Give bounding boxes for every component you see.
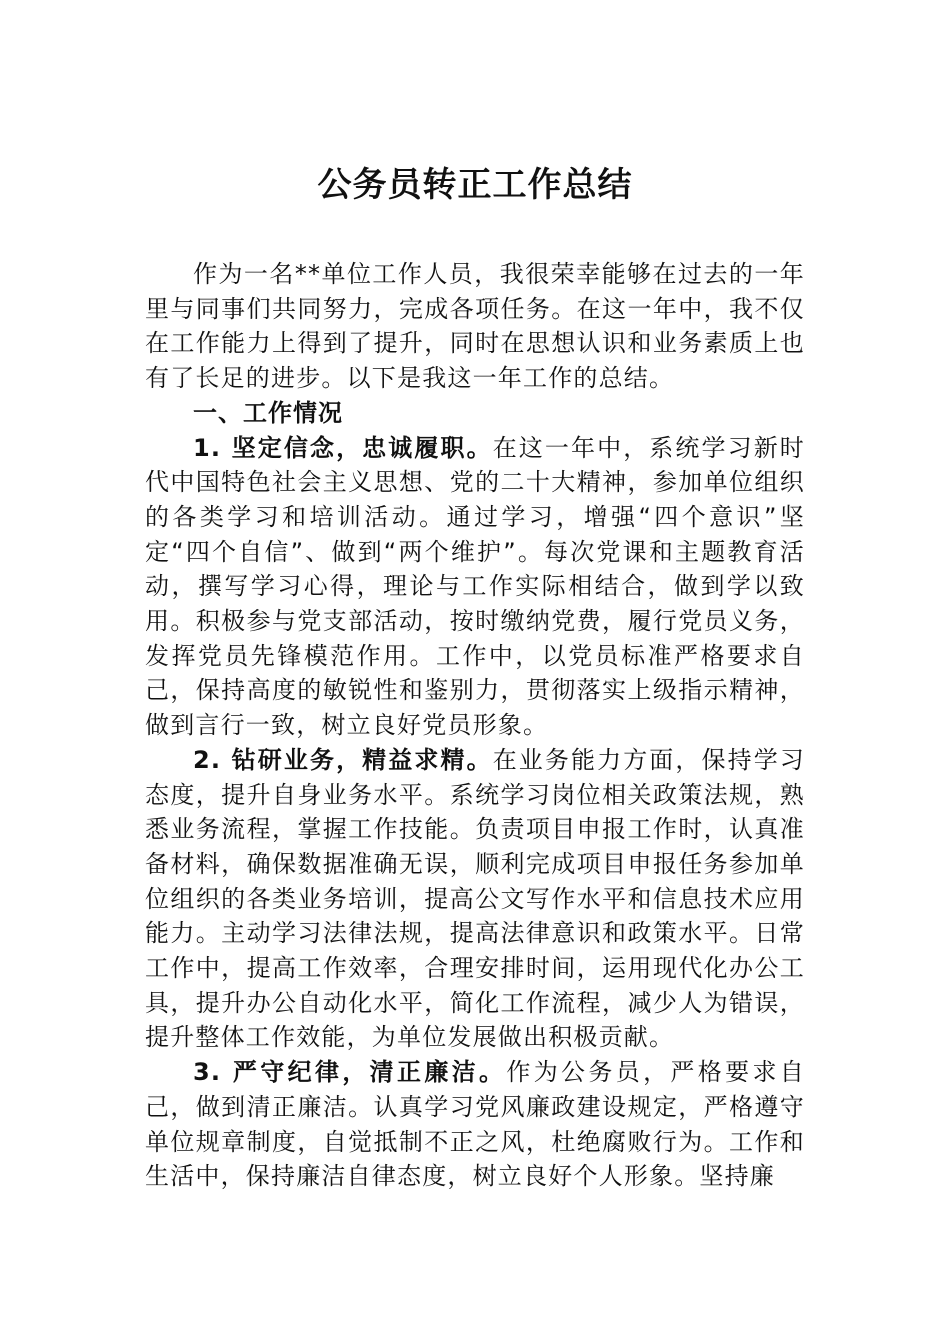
document-title: 公务员转正工作总结 (317, 165, 633, 205)
item-paragraph-3 (145, 1055, 805, 1194)
item-paragraph-2 (145, 743, 805, 1055)
item-lead-3: 3. 严守纪律，清正廉洁。 (193, 1058, 507, 1087)
item-text-2: 在业务能力方面，保持学习态度，提升自身业务水平。系统学习岗位相关政策法规，熟悉业务流程，掌握工作技能。负责项目申报工作时，认真准备材料，确保数据准确无误，顺利完成项目申报任务参加单位组织的各类业务培训，提高公文写作水平和信息技术应用能力。主动学习法律法规，提高法律意识和政策水平。日常工作中，提高工作效率，合理安排时间，运用现代化办公工具，提升办公自动化水平，简化工作流程，减少人为错误，提升整体工作效能，为单位发展做出积极贡献。 (145, 745, 805, 1052)
intro-paragraph: 作为一名**单位工作人员，我很荣幸能够在过去的一年里与同事们共同努力，完成各项任务。在这一年中，我不仅在工作能力上得到了提升，同时在思想认识和业务素质上也有了长足的进步。以下是我这一年工作的总结。 (145, 260, 805, 393)
item-text-1: 在这一年中，系统学习新时代中国特色社会主义思想、党的二十大精神，参加单位组织的各类学习和培训活动。通过学习，增强“四个意识”坚定“四个自信”、做到“两个维护”。每次党课和主题教育活动，撰写学习心得，理论与工作实际相结合，做到学以致用。积极参与党支部活动，按时缴纳党费，履行党员义务，发挥党员先锋模范作用。工作中，以党员标准严格要求自己，保持高度的敏锐性和鉴别力，贯彻落实上级指示精神，做到言行一致，树立良好党员形象。 (145, 433, 805, 740)
document-body (145, 257, 805, 1194)
item-text-3: 作为公务员，严格要求自己，做到清正廉洁。认真学习党风廉政建设规定，严格遵守单位规章制度，自觉抵制不正之风，杜绝腐败行为。工作和生活中，保持廉洁自律态度，树立良好个人形象。坚持廉 (145, 1058, 805, 1191)
section-heading-work-situation: 一、工作情况 (193, 398, 343, 427)
item-lead-1: 1. 坚定信念，忠诚履职。 (193, 433, 493, 462)
item-paragraph-1 (145, 431, 805, 743)
item-lead-2: 2. 钻研业务，精益求精。 (193, 745, 493, 774)
